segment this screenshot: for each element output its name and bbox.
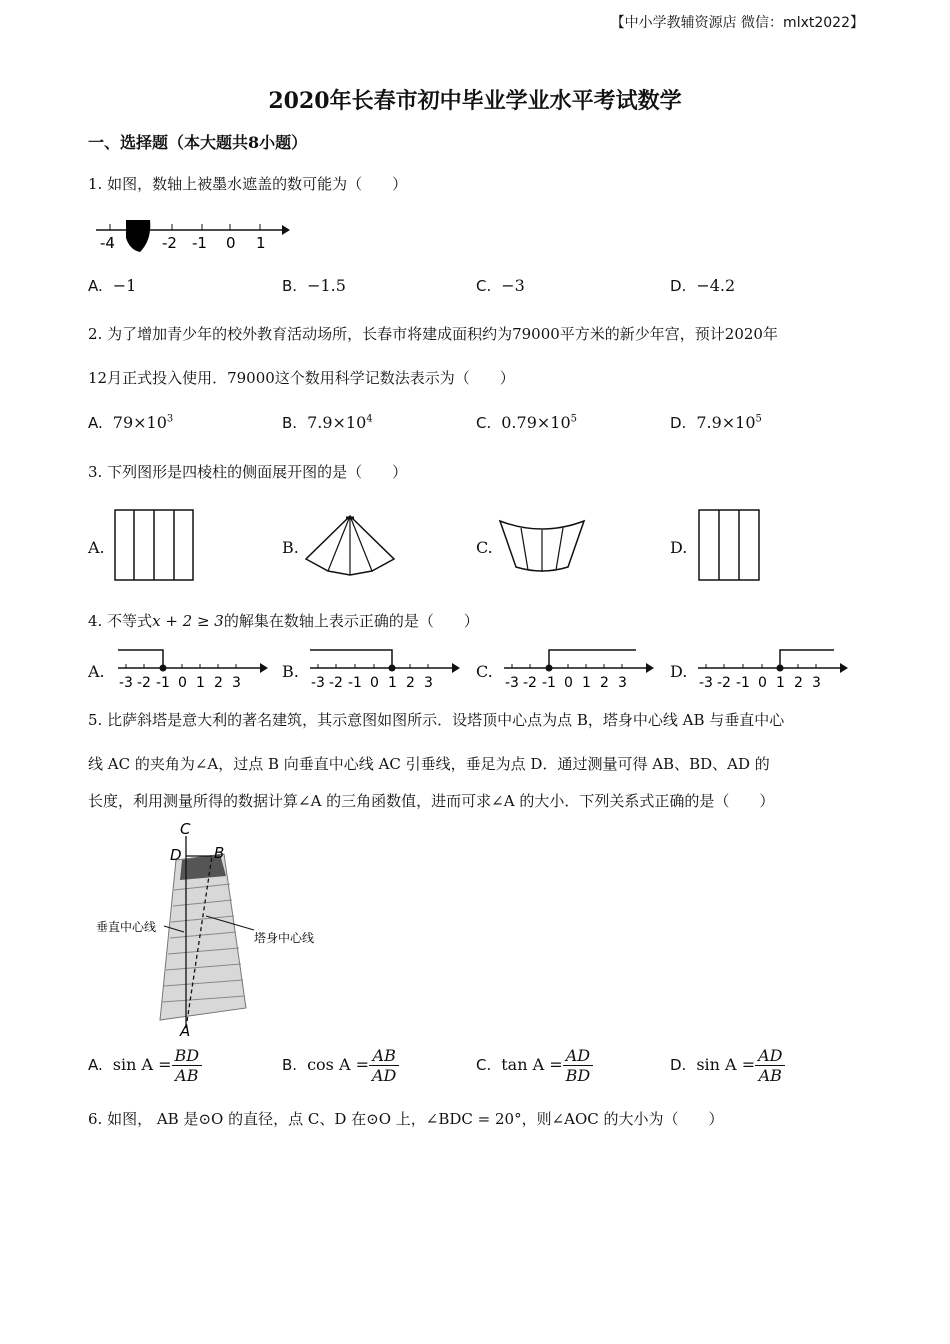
q4b-tick: 2 [406,675,415,690]
q4a-tick: 3 [232,675,241,690]
page-header: 【中小学教辅资源店 微信：mlxt2022】 [610,15,864,31]
option-value: −3 [501,276,525,295]
option-label: C. [476,277,492,295]
q4d-tick: 2 [794,675,803,690]
q4d-tick: 3 [812,675,821,690]
q4c-tick: 1 [582,675,591,690]
q2-option-c[interactable] [476,413,577,432]
q5-option-a[interactable] [88,1046,202,1085]
option-label: D. [670,414,687,432]
option-base: 7.9×10 [696,413,756,432]
question-2-line-1: 2. 为了增加青少年的校外教育活动场所，长春市将建成面积约为79000平方米的新少年宫，预计2020年 [88,325,778,343]
option-label: C. [476,1056,492,1074]
q1-tick-label: 0 [226,234,236,252]
option-base: 79×10 [112,413,167,432]
q4a-tick: -1 [156,675,170,690]
q4-number-line-d[interactable] [694,646,850,690]
option-fn: tan A = [501,1055,563,1074]
question-5-line-1: 5. 比萨斜塔是意大利的著名建筑，其示意图如图所示．设塔顶中心点为点 B，塔身中心线 AB 与垂直中心 [88,711,785,729]
q4c-tick: 2 [600,675,609,690]
point-a-label: A [180,1022,191,1040]
option-value: −4.2 [696,276,736,295]
option-label: D. [670,1056,687,1074]
fraction-denominator: BD [565,1066,591,1085]
option-value: −1 [112,276,137,295]
q4c-tick: -2 [523,675,537,690]
question-4-text [88,611,479,632]
vertical-line-label: 垂直中心线 [96,920,157,934]
q3-figure-c[interactable] [496,513,588,575]
leaning-tower-figure [94,820,314,1040]
q4c-tick: 3 [618,675,627,690]
q1-option-a[interactable] [88,276,136,295]
q5-option-c[interactable] [476,1046,593,1085]
q4-number-line-b[interactable] [306,646,462,690]
fraction-numerator: AD [563,1046,594,1066]
option-exponent: 5 [755,413,762,425]
section-heading: 一、选择题（本大题共8小题） [88,133,308,152]
page-title: 2020年长春市初中毕业学业水平考试数学 [268,88,682,114]
q4c-tick: 0 [564,675,573,690]
option-label: A. [88,1056,103,1074]
q3-option-a-label[interactable]: A. [88,538,105,557]
q4b-tick: -3 [311,675,325,690]
q1-option-c[interactable] [476,276,525,295]
question-3-text: 3. 下列图形是四棱柱的侧面展开图的是（ ） [88,463,408,481]
ink-blot [126,220,150,252]
option-label: D. [670,277,687,295]
option-fraction [369,1046,399,1085]
option-base: 7.9×10 [307,413,367,432]
q2-option-a[interactable] [88,413,173,432]
option-exponent: 3 [166,413,174,425]
q3-option-b-label[interactable]: B. [282,538,299,557]
q1-tick-label: -1 [192,234,207,252]
q4c-tick: -3 [505,675,519,690]
q1-option-b[interactable] [282,276,346,295]
tower-body [160,854,246,1020]
option-fn: sin A = [112,1055,172,1074]
q4-option-d-label[interactable]: D. [670,662,688,681]
q4d-tick: -2 [717,675,731,690]
fraction-denominator: AD [372,1066,397,1085]
q4a-tick: 0 [178,675,187,690]
q4-option-b-label[interactable]: B. [282,662,299,681]
point-c-label: C [180,820,191,838]
option-fraction [172,1046,203,1085]
q4a-tick: 1 [196,675,205,690]
q2-option-d[interactable] [670,413,762,432]
question-1-text: 1. 如图，数轴上被墨水遮盖的数可能为（ ） [88,175,408,193]
q1-tick-label: -2 [162,234,177,252]
q4d-tick: 0 [758,675,767,690]
option-exponent: 5 [570,413,578,425]
option-label: A. [88,277,103,295]
q4c-tick: -1 [542,675,556,690]
q4b-tick: 3 [424,675,433,690]
fraction-denominator: AB [175,1066,199,1085]
fraction-numerator: BD [172,1046,203,1066]
q4a-tick: -2 [137,675,151,690]
q4-number-line-a[interactable] [114,646,270,690]
q4b-tick: -1 [348,675,362,690]
q4-text-pre: 4. 不等式 [88,612,153,630]
q5-option-d[interactable] [670,1046,785,1085]
question-5-line-2: 线 AC 的夹角为∠A，过点 B 向垂直中心线 AC 引垂线，垂足为点 D．通过测量可得 AB、BD、AD 的 [88,755,770,773]
question-2-line-2: 12月正式投入使用．79000这个数用科学记数法表示为（ ） [88,369,515,387]
q4-number-line-c[interactable] [500,646,656,690]
question-5-line-3: 长度，利用测量所得的数据计算∠A 的三角函数值，进而可求∠A 的大小．下列关系式正确的是（ ） [88,792,775,810]
option-value: −1.5 [307,276,346,295]
q4-option-a-label[interactable]: A. [88,662,105,681]
option-fn: cos A = [307,1055,369,1074]
q4b-tick: 0 [370,675,379,690]
q4a-tick: 2 [214,675,223,690]
q1-number-line [92,214,292,258]
q4d-tick: -1 [736,675,750,690]
q3-option-d-label[interactable]: D. [670,538,688,557]
q4-text-post: 的解集在数轴上表示正确的是（ ） [223,612,479,630]
q1-tick-label: -4 [100,234,115,252]
q5-option-b[interactable] [282,1046,399,1085]
option-fraction [755,1046,785,1085]
q4-inequality: x + 2 ≥ 3 [152,612,224,630]
option-label: B. [282,414,298,432]
option-label: B. [282,1056,298,1074]
fraction-numerator: AB [369,1046,399,1066]
q4d-tick: 1 [776,675,785,690]
q4b-tick: -2 [329,675,343,690]
tower-line-label: 塔身中心线 [254,931,314,945]
fraction-numerator: AD [755,1046,785,1066]
q4a-tick: -3 [119,675,133,690]
option-exponent: 4 [366,413,373,425]
q3-figure-b[interactable] [300,513,400,577]
q4-option-c-label[interactable]: C. [476,662,493,681]
option-base: 0.79×10 [501,413,571,432]
q4b-tick: 1 [388,675,397,690]
q3-option-c-label[interactable]: C. [476,538,493,557]
option-label: A. [88,414,103,432]
option-fraction [563,1046,594,1085]
point-b-label: B [214,844,225,862]
q3-figure-a[interactable] [114,509,196,583]
q2-option-b[interactable] [282,413,373,432]
q1-tick-label: 1 [256,234,266,252]
q1-option-d[interactable] [670,276,735,295]
question-6-text: 6. 如图， AB 是⊙O 的直径，点 C、D 在⊙O 上，∠BDC = 20°，则∠AOC 的大小为（ ） [88,1110,724,1128]
option-label: B. [282,277,298,295]
option-label: C. [476,414,492,432]
q4d-tick: -3 [699,675,713,690]
option-fn: sin A = [696,1055,756,1074]
point-d-label: D [170,846,182,864]
q3-figure-d[interactable] [698,509,762,583]
fraction-denominator: AB [758,1066,782,1085]
